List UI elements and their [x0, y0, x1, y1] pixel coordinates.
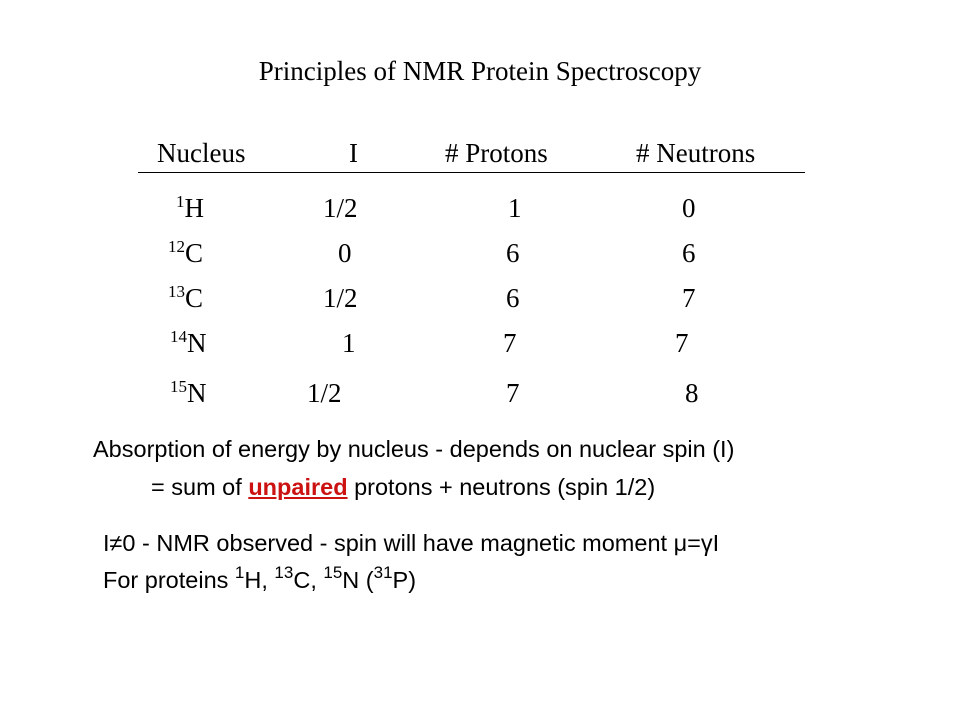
- mass-number: 1: [234, 562, 245, 582]
- element-symbol: N (: [342, 567, 374, 593]
- element-symbol: P): [392, 567, 417, 593]
- table-cell-neutrons: 8: [685, 378, 699, 408]
- element-symbol: C: [185, 238, 204, 268]
- element-symbol: N: [187, 328, 207, 358]
- table-row-nucleus: [168, 238, 203, 269]
- spin-explanation-line1: Absorption of energy by nucleus - depends on nuclear spin (I): [93, 436, 735, 462]
- table-cell-neutrons: 7: [675, 328, 689, 358]
- spin-explanation-line2: [151, 474, 655, 501]
- table-cell-spin: 0: [338, 238, 352, 268]
- header-neutrons: # Neutrons: [636, 138, 756, 168]
- mass-number: 15: [323, 562, 343, 582]
- mass-number: 12: [168, 236, 185, 256]
- table-cell-protons: 1: [508, 193, 522, 223]
- sum-suffix: protons + neutrons (spin 1/2): [347, 474, 656, 500]
- mass-number: 31: [373, 562, 393, 582]
- header-nucleus: Nucleus: [157, 138, 246, 168]
- table-cell-protons: 6: [506, 283, 520, 313]
- table-row-nucleus: [170, 378, 207, 409]
- table-cell-spin: 1/2: [307, 378, 342, 408]
- table-row-nucleus: [168, 283, 203, 314]
- table-cell-protons: 7: [506, 378, 520, 408]
- header-protons: # Protons: [445, 138, 548, 168]
- table-cell-protons: 7: [503, 328, 517, 358]
- mass-number: 13: [168, 281, 185, 301]
- header-spin: I: [349, 138, 358, 168]
- protein-nuclei-line: [103, 562, 417, 594]
- protein-prefix: For proteins: [103, 567, 235, 593]
- table-cell-spin: 1: [342, 328, 356, 358]
- table-cell-neutrons: 6: [682, 238, 696, 268]
- element-symbol: H: [184, 193, 204, 223]
- element-symbol: H,: [244, 567, 275, 593]
- mass-number: 15: [170, 376, 187, 396]
- mass-number: 13: [274, 562, 294, 582]
- element-symbol: C,: [293, 567, 324, 593]
- unpaired-highlight: unpaired: [248, 474, 348, 500]
- table-row-nucleus: [170, 328, 207, 359]
- mass-number: 1: [176, 191, 185, 211]
- table-cell-protons: 6: [506, 238, 520, 268]
- header-underline: [138, 172, 805, 173]
- magnetic-moment-line: I≠0 - NMR observed - spin will have magnetic moment μ=γI: [103, 530, 720, 556]
- table-cell-neutrons: 0: [682, 193, 696, 223]
- table-cell-spin: 1/2: [323, 193, 358, 223]
- table-cell-spin: 1/2: [323, 283, 358, 313]
- table-row-nucleus: [176, 193, 204, 224]
- mass-number: 14: [170, 326, 187, 346]
- sum-prefix: = sum of: [151, 474, 249, 500]
- page-title: Principles of NMR Protein Spectroscopy: [258, 56, 702, 86]
- table-cell-neutrons: 7: [682, 283, 696, 313]
- element-symbol: N: [187, 378, 207, 408]
- element-symbol: C: [185, 283, 204, 313]
